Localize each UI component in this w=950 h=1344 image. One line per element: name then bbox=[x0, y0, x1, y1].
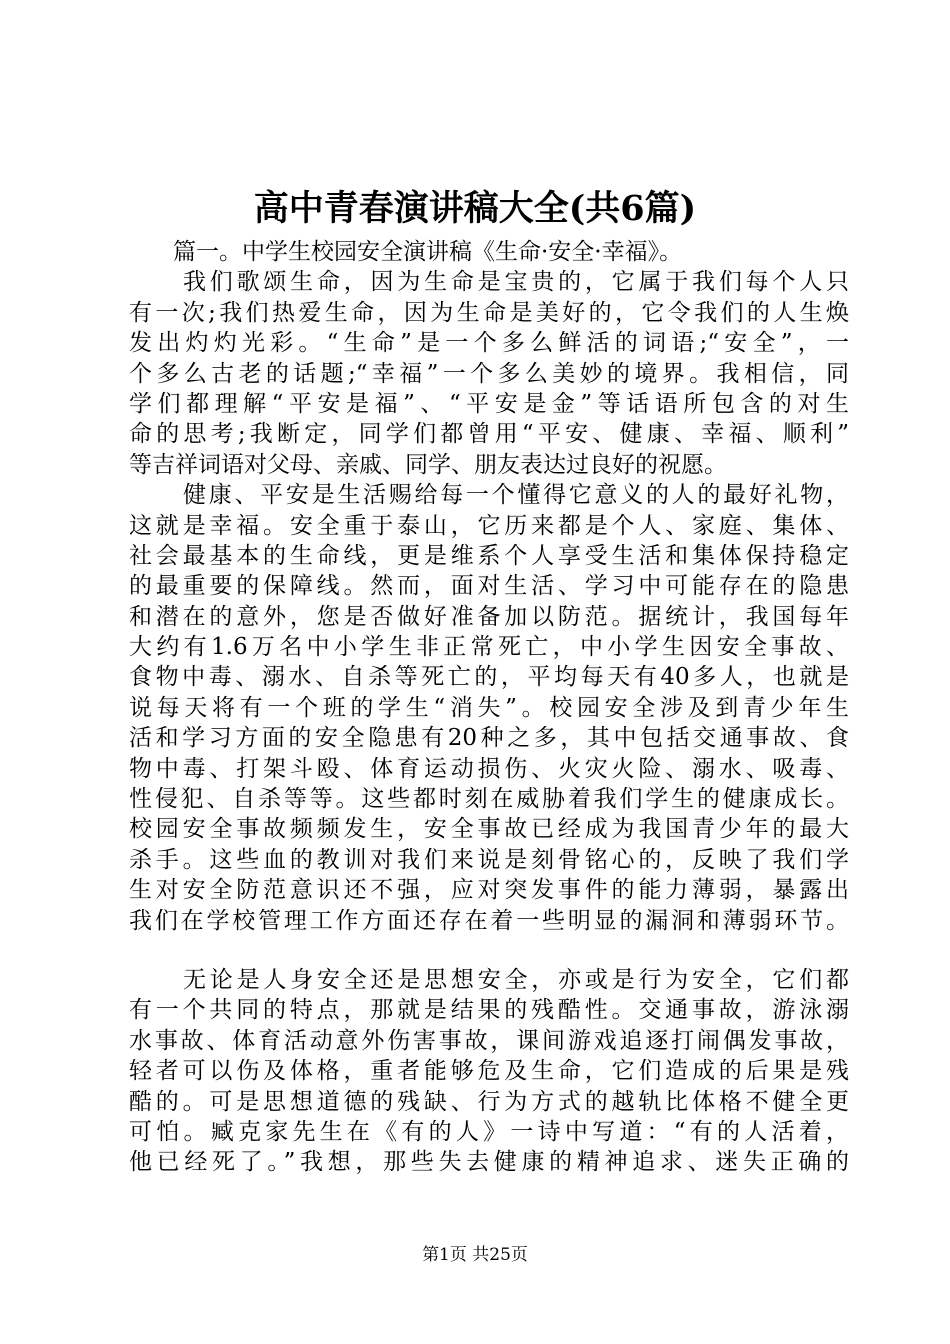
body-line: 命的思考;我断定，同学们都曾用“平安、健康、幸福、顺利” bbox=[129, 421, 849, 448]
body-line: 健康、平安是生活赐给每一个懂得它意义的人的最好礼物， bbox=[183, 482, 849, 509]
body-line: 性侵犯、自杀等等。这些都时刻在威胁着我们学生的健康成长。 bbox=[129, 786, 849, 813]
body-line: 大约有1.6万名中小学生非正常死亡，中小学生因安全事故、 bbox=[129, 634, 849, 661]
body-line: 物中毒、打架斗殴、体育运动损伤、火灾火险、溺水、吸毒、 bbox=[129, 755, 849, 782]
body-line: 校园安全事故频频发生，安全事故已经成为我国青少年的最大 bbox=[129, 816, 849, 843]
body-line: 食物中毒、溺水、自杀等死亡的，平均每天有40多人，也就是 bbox=[129, 664, 849, 691]
body-line: 酷的。可是思想道德的残缺、行为方式的越轨比体格不健全更 bbox=[129, 1088, 849, 1115]
page-number-footer: 第1页 共25页 bbox=[422, 1245, 528, 1265]
body-line: 我们在学校管理工作方面还存在着一些明显的漏洞和薄弱环节。 bbox=[129, 907, 849, 934]
body-line: 等吉祥词语对父母、亲戚、同学、朋友表达过良好的祝愿。 bbox=[129, 451, 727, 478]
body-line: 有一次;我们热爱生命，因为生命是美好的，它令我们的人生焕 bbox=[129, 299, 849, 326]
body-line: 无论是人身安全还是思想安全，亦或是行为安全，它们都 bbox=[183, 966, 849, 993]
document-body bbox=[129, 237, 849, 1178]
body-line: 轻者可以伤及体格，重者能够危及生命，它们造成的后果是残 bbox=[129, 1058, 849, 1085]
body-line: 篇一。中学生校园安全演讲稿《生命·安全·幸福》。 bbox=[173, 239, 683, 265]
body-line: 说每天将有一个班的学生“消失”。校园安全涉及到青少年生 bbox=[129, 694, 849, 721]
body-line: 社会最基本的生命线，更是维系个人享受生活和集体保持稳定 bbox=[129, 542, 849, 569]
body-line: 学们都理解“平安是福”、“平安是金”等话语所包含的对生 bbox=[129, 390, 849, 417]
body-line: 的最重要的保障线。然而，面对生活、学习中可能存在的隐患 bbox=[129, 573, 849, 600]
body-line: 我们歌颂生命，因为生命是宝贵的，它属于我们每个人只 bbox=[183, 269, 849, 296]
body-line: 和潜在的意外，您是否做好准备加以防范。据统计，我国每年 bbox=[129, 603, 849, 630]
body-line: 可怕。臧克家先生在《有的人》一诗中写道：“有的人活着， bbox=[129, 1118, 849, 1145]
body-line: 生对安全防范意识还不强，应对突发事件的能力薄弱，暴露出 bbox=[129, 877, 849, 904]
body-line: 活和学习方面的安全隐患有20种之多，其中包括交通事故、食 bbox=[129, 725, 849, 752]
body-line: 水事故、体育活动意外伤害事故，课间游戏追逐打闹偶发事故， bbox=[129, 1027, 849, 1054]
body-line: 发出灼灼光彩。“生命”是一个多么鲜活的词语;“安全”，一 bbox=[129, 330, 849, 357]
body-line: 他已经死了。”我想，那些失去健康的精神追求、迷失正确的 bbox=[129, 1149, 849, 1176]
body-line: 个多么古老的话题;“幸福”一个多么美妙的境界。我相信，同 bbox=[129, 360, 849, 387]
document-title: 高中青春演讲稿大全(共6篇) bbox=[253, 188, 697, 229]
body-line: 有一个共同的特点，那就是结果的残酷性。交通事故，游泳溺 bbox=[129, 997, 849, 1024]
body-line: 杀手。这些血的教训对我们来说是刻骨铭心的，反映了我们学 bbox=[129, 846, 849, 873]
body-line: 这就是幸福。安全重于泰山，它历来都是个人、家庭、集体、 bbox=[129, 512, 849, 539]
paragraph-gap bbox=[129, 936, 849, 965]
